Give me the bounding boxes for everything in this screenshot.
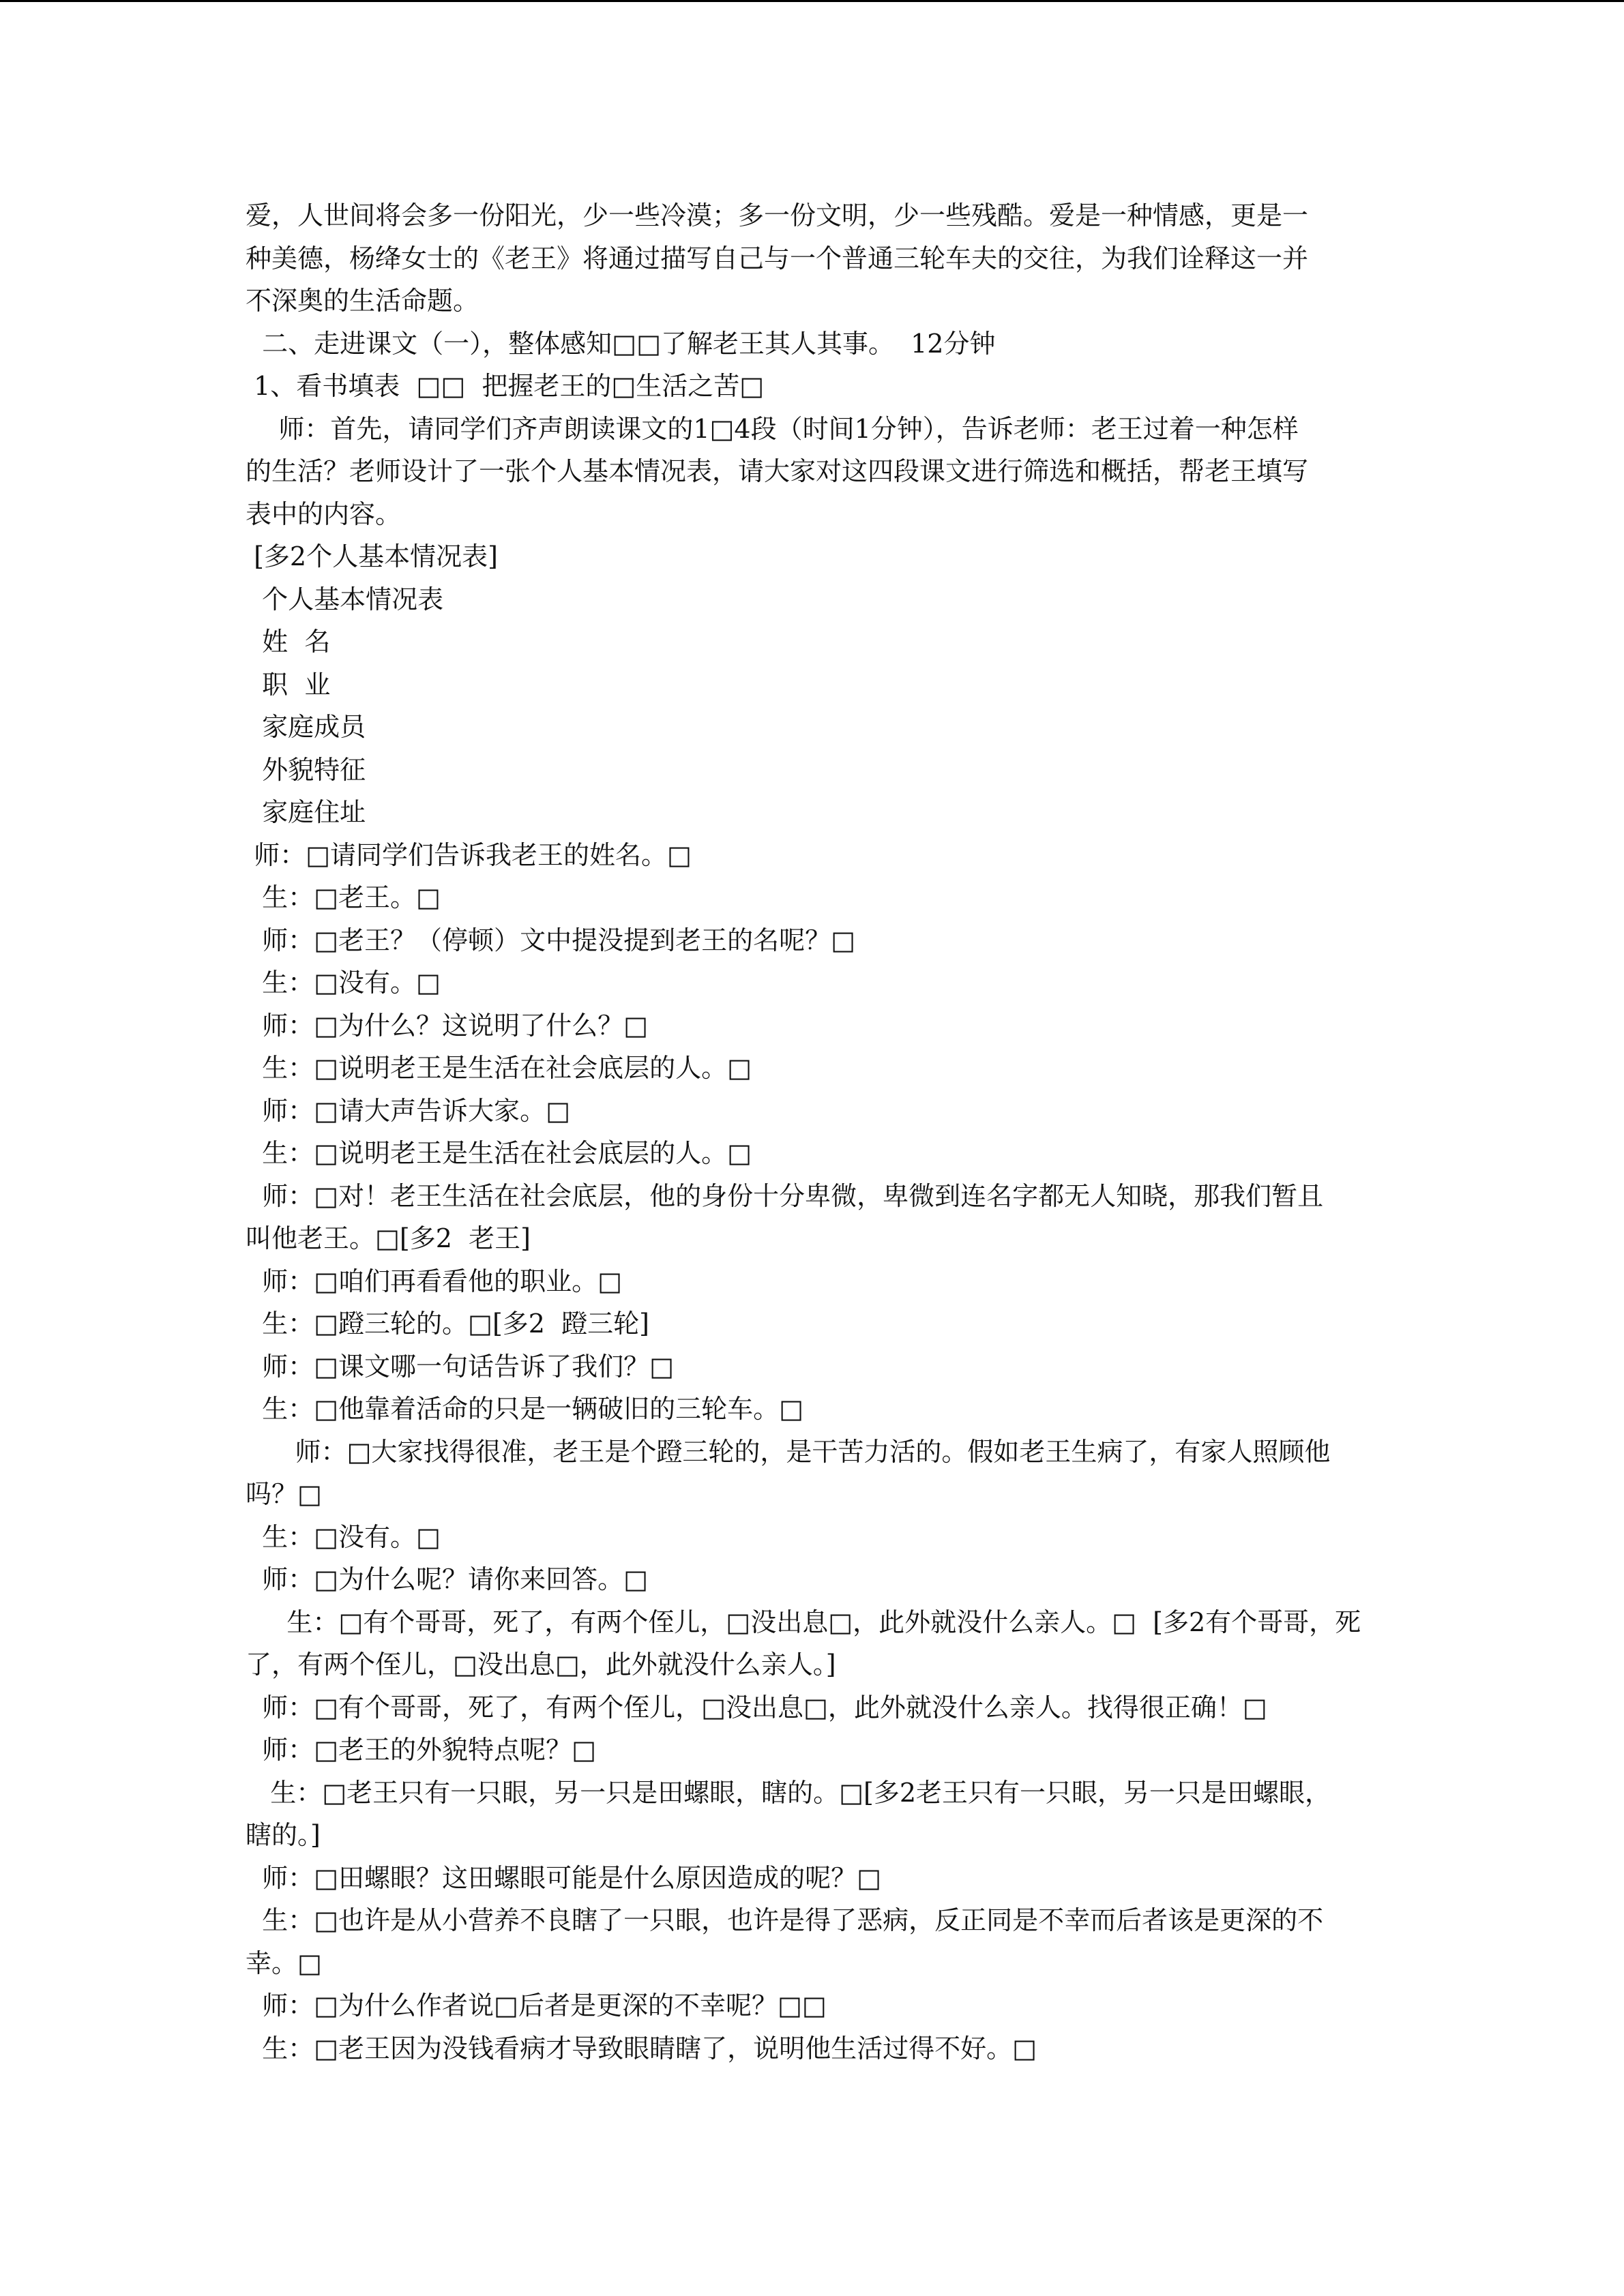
dialogue-line: 师：□有个哥哥，死了，有两个侄儿，□没出息□，此外就没什么亲人。找得很正确！□ xyxy=(246,1692,1267,1723)
dialogue-line: 幸。□ xyxy=(246,1948,322,1978)
dialogue-line: 师：□为什么？这说明了什么？□ xyxy=(246,1010,648,1041)
dialogue-line: 了，有两个侄儿，□没出息□，此外就没什么亲人。] xyxy=(246,1650,836,1680)
dialogue-line: 瞎的。] xyxy=(246,1820,321,1850)
dialogue-line: 师：□对！老王生活在社会底层，他的身份十分卑微，卑微到连名字都无人知晓，那我们暂且 xyxy=(246,1180,1324,1211)
dialogue-line: 师：□课文哪一句话告诉了我们？□ xyxy=(246,1351,674,1382)
dialogue-line: 生：□蹬三轮的。□[多2 蹬三轮] xyxy=(246,1309,649,1339)
subsection-heading: 1、看书填表 □□ 把握老王的□生活之苦□ xyxy=(246,371,765,401)
text-line: 的生活？老师设计了一张个人基本情况表，请大家对这四段课文进行筛选和概括，帮老王填写 xyxy=(246,456,1309,486)
dialogue-line: 生：□没有。□ xyxy=(246,968,441,998)
text-line: 师：首先，请同学们齐声朗读课文的1□4段（时间1分钟），告诉老师：老王过着一种怎样 xyxy=(246,413,1299,444)
table-field: 家庭成员 xyxy=(246,712,366,742)
dialogue-line: 叫他老王。□[多2 老王] xyxy=(246,1223,531,1253)
text-line: 不深奥的生活命题。 xyxy=(246,286,479,316)
slide-note: [多2个人基本情况表] xyxy=(246,541,498,571)
dialogue-line: 师：□请大声告诉大家。□ xyxy=(246,1095,570,1126)
dialogue-line: 师：□大家找得很准，老王是个蹬三轮的，是干苦力活的。假如老王生病了，有家人照顾他 xyxy=(246,1436,1331,1467)
dialogue-line: 生：□说明老王是生活在社会底层的人。□ xyxy=(246,1053,752,1083)
dialogue-line: 生：□也许是从小营养不良瞎了一只眼，也许是得了恶病，反正同是不幸而后者该是更深的不 xyxy=(246,1905,1324,1935)
dialogue-line: 师：□为什么作者说□后者是更深的不幸呢？□□ xyxy=(246,1991,827,2021)
table-field: 家庭住址 xyxy=(246,797,366,827)
dialogue-line: 生：□老王只有一只眼，另一只是田螺眼，瞎的。□[多2老王只有一只眼，另一只是田螺眼， xyxy=(246,1777,1331,1808)
table-title: 个人基本情况表 xyxy=(246,584,444,614)
table-field: 姓 名 xyxy=(246,627,331,657)
dialogue-line: 生：□老王因为没钱看病才导致眼睛瞎了，说明他生活过得不好。□ xyxy=(246,2033,1037,2063)
text-line: 爱，人世间将会多一份阳光，少一些冷漠；多一份文明，少一些残酷。爱是一种情感，更是一 xyxy=(246,200,1309,230)
dialogue-line: 生：□说明老王是生活在社会底层的人。□ xyxy=(246,1138,752,1168)
text-line: 种美德，杨绛女士的《老王》将通过描写自己与一个普通三轮车夫的交往，为我们诠释这一并 xyxy=(246,243,1309,273)
section-heading: 二、走进课文（一），整体感知□□了解老王其人其事。 12分钟 xyxy=(246,328,996,359)
top-border xyxy=(0,0,1624,2)
dialogue-line: 师：□田螺眼？这田螺眼可能是什么原因造成的呢？□ xyxy=(246,1862,881,1893)
dialogue-line: 生：□有个哥哥，死了，有两个侄儿，□没出息□，此外就没什么亲人。□ [多2有个哥哥，死 xyxy=(246,1607,1361,1637)
dialogue-line: 生：□没有。□ xyxy=(246,1521,441,1552)
dialogue-line: 师：□请同学们告诉我老王的姓名。□ xyxy=(246,839,692,870)
dialogue-line: 师：□咱们再看看他的职业。□ xyxy=(246,1266,622,1296)
dialogue-line: 生：□老王。□ xyxy=(246,882,441,912)
document-body xyxy=(246,194,1381,2070)
dialogue-line: 师：□老王？（停顿）文中提没提到老王的名呢？□ xyxy=(246,925,855,955)
dialogue-line: 生：□他靠着活命的只是一辆破旧的三轮车。□ xyxy=(246,1394,803,1424)
table-field: 职 业 xyxy=(246,669,331,700)
table-field: 外貌特征 xyxy=(246,754,366,785)
dialogue-line: 吗？□ xyxy=(246,1479,322,1509)
text-line: 表中的内容。 xyxy=(246,498,402,529)
dialogue-line: 师：□老王的外貌特点呢？□ xyxy=(246,1735,596,1765)
dialogue-line: 师：□为什么呢？请你来回答。□ xyxy=(246,1564,648,1594)
